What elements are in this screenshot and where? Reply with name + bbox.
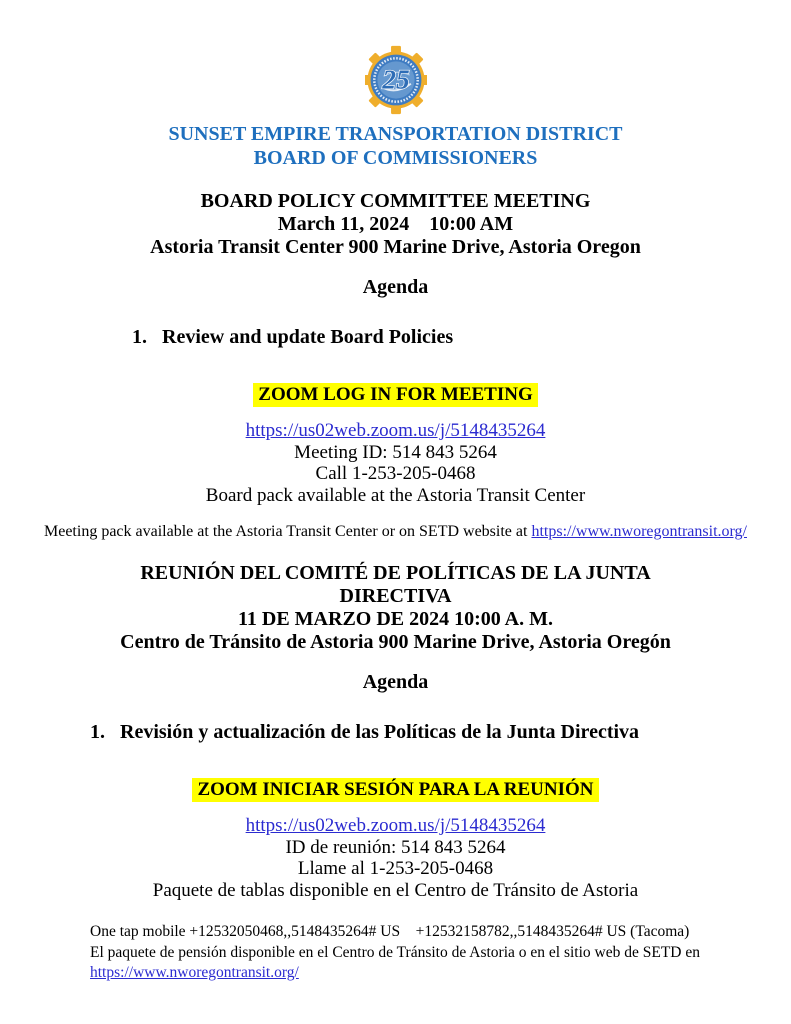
- logo-row: [0, 0, 791, 116]
- org-name: [0, 122, 791, 170]
- footer-notes: [90, 922, 701, 984]
- meeting-location-en: Astoria Transit Center 900 Marine Drive, Astoria Oregon: [150, 236, 641, 258]
- zoom-login-heading-es: ZOOM INICIAR SESIÓN PARA LA REUNIÓN: [192, 778, 598, 802]
- agenda-item-es: [90, 721, 701, 744]
- meeting-id-en: Meeting ID: 514 843 5264: [294, 441, 497, 463]
- agenda-item-text-es: Revisión y actualización de las Políticas de la Junta Directiva: [120, 721, 640, 743]
- org-name-line1: SUNSET EMPIRE TRANSPORTATION DISTRICT: [168, 123, 623, 145]
- org-name-line2: BOARD OF COMMISSIONERS: [253, 147, 538, 169]
- agenda-heading-es: Agenda: [362, 671, 429, 693]
- meeting-heading-es: [0, 562, 791, 654]
- agenda-item-number-es: 1.: [90, 721, 105, 743]
- meeting-title-es: REUNIÓN DEL COMITÉ DE POLÍTICAS DE LA JUNTA DIRECTIVA: [140, 562, 651, 607]
- meeting-pack-note-text: Meeting pack available at the Astoria Transit Center or on SETD website at: [44, 523, 532, 540]
- agenda-item-number-en: 1.: [132, 326, 147, 348]
- meeting-datetime-en: March 11, 2024 10:00 AM: [277, 213, 514, 235]
- one-tap-mobile-line: One tap mobile +12532050468,,5148435264# US +12532158782,,5148435264# US (Tacoma): [90, 923, 690, 940]
- svg-text:25: 25: [381, 64, 410, 95]
- zoom-details-en: [0, 420, 791, 506]
- zoom-meeting-link-es[interactable]: https://us02web.zoom.us/j/5148435264: [245, 815, 546, 836]
- setd-website-link-footer[interactable]: https://www.nworegontransit.org/: [90, 964, 299, 981]
- agenda-heading-en: Agenda: [362, 276, 429, 298]
- meeting-title-en: BOARD POLICY COMMITTEE MEETING: [200, 190, 591, 212]
- zoom-login-heading-en: ZOOM LOG IN FOR MEETING: [253, 383, 537, 407]
- meeting-heading-en: [0, 190, 791, 259]
- zoom-details-es: [0, 815, 791, 901]
- call-number-es: Llame al 1-253-205-0468: [297, 858, 494, 879]
- footer-pack-note: El paquete de pensión disponible en el Centro de Tránsito de Astoria o en el sitio web de SETD en: [90, 943, 700, 961]
- call-number-en: Call 1-253-205-0468: [315, 463, 476, 484]
- meeting-pack-note: [0, 523, 791, 541]
- anniversary-25-logo-icon: [365, 44, 427, 116]
- setd-website-link-en[interactable]: https://www.nworegontransit.org/: [531, 523, 747, 540]
- meeting-datetime-es: 11 DE MARZO DE 2024 10:00 A. M.: [238, 608, 553, 630]
- agenda-item-text-en: Review and update Board Policies: [162, 326, 454, 348]
- meeting-id-es: ID de reunión: 514 843 5264: [285, 836, 506, 858]
- meeting-location-es: Centro de Tránsito de Astoria 900 Marine Drive, Astoria Oregón: [120, 631, 671, 653]
- board-pack-note-es: Paquete de tablas disponible en el Centro de Tránsito de Astoria: [152, 879, 639, 901]
- agenda-item-en: [90, 326, 701, 349]
- zoom-meeting-link-en[interactable]: https://us02web.zoom.us/j/5148435264: [245, 420, 546, 441]
- board-pack-note-en: Board pack available at the Astoria Transit Center: [205, 484, 586, 506]
